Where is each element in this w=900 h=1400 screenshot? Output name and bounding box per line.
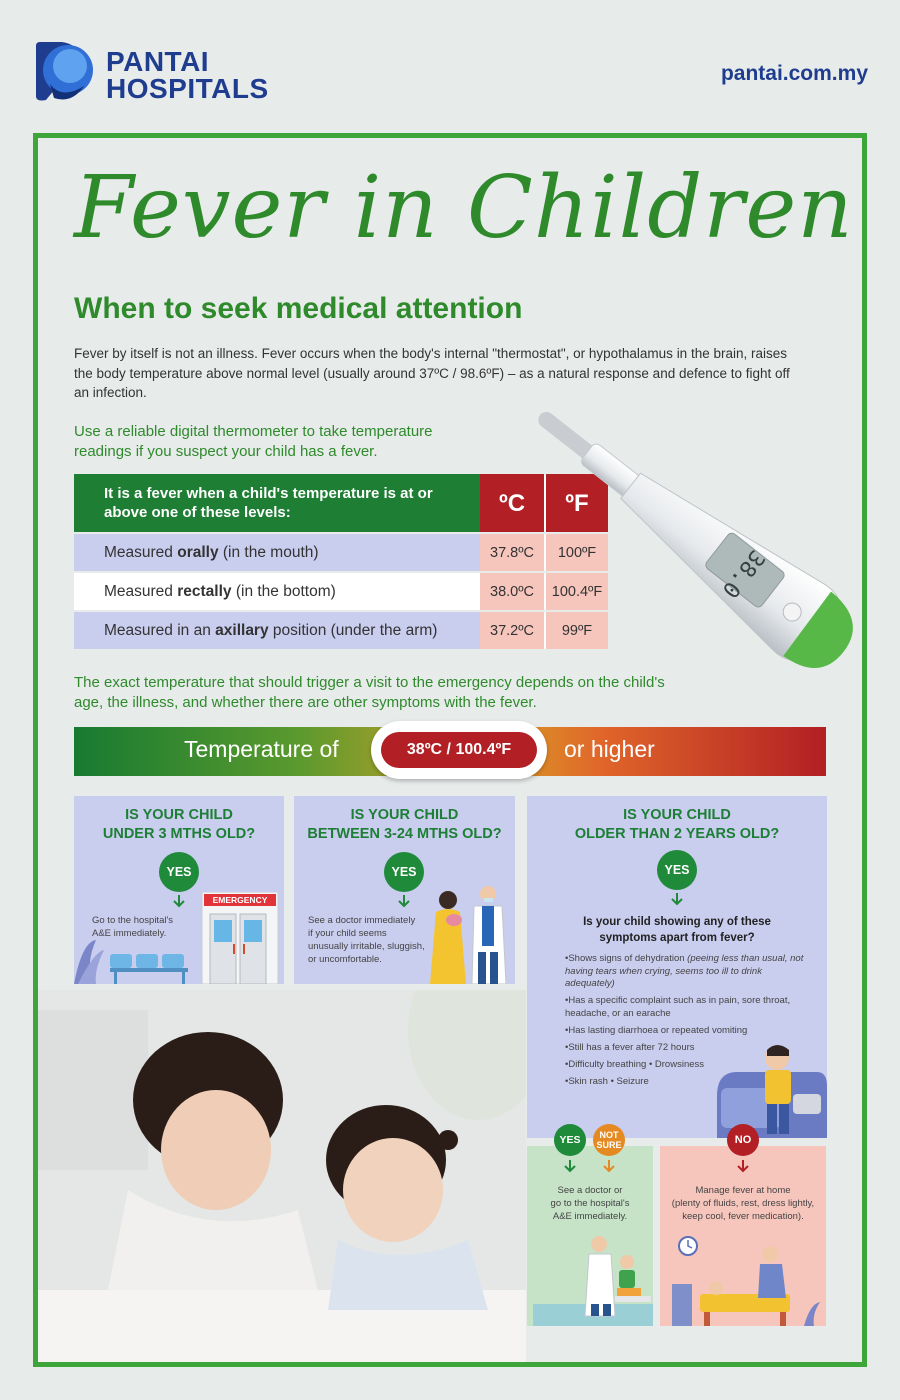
card-yes-not-sure (527, 1130, 653, 1326)
temperature-pill (371, 721, 547, 779)
mother-child-photo (38, 990, 526, 1362)
table-row-label: Measured rectally (in the bottom) (74, 573, 480, 610)
arrow-down-icon (563, 1159, 577, 1173)
yes-badge: YES (657, 850, 697, 890)
table-cell-celsius: 37.8ºC (480, 534, 544, 571)
emergency-sign-text: EMERGENCY (212, 895, 268, 905)
table-cell-fahrenheit: 100.4ºF (544, 573, 608, 610)
card-instruction: See a doctor immediately if your child seems unusually irritable, sluggish, or uncomfortable. (308, 915, 425, 965)
list-item: • Has a specific complaint such as in pain, sore throat, headache, or an earache (565, 995, 805, 1020)
symptoms-question: Is your child showing any of these symptoms apart from fever? (583, 916, 771, 944)
table-cell-celsius: 37.2ºC (480, 612, 544, 649)
website-url-link[interactable]: pantai.com.my (720, 62, 868, 85)
banner-right-text: or higher (564, 736, 655, 762)
table-header-celsius: ºC (480, 474, 544, 532)
thermometer-display-reading: 38.0 (716, 544, 770, 603)
intro-paragraph: Fever by itself is not an illness. Fever occurs when the body's internal "thermostat", or hypothalamus in the brain, raises the body temperature above normal level (usually around 37ºC / 98.6ºF) – as a natural response and defence to fight off an infection. (74, 346, 790, 400)
card-3-to-24-months (294, 796, 515, 984)
list-item: • Still has a fever after 72 hours (565, 1042, 805, 1055)
table-row-label: Measured orally (in the mouth) (74, 534, 480, 571)
card-question: IS YOUR CHILD BETWEEN 3-24 MTHS OLD? (307, 807, 502, 842)
list-item: • Has lasting diarrhoea or repeated vomiting (565, 1025, 805, 1038)
arrow-down-icon (602, 1159, 616, 1173)
table-header-label: It is a fever when a child's temperature is at or above one of these levels: (74, 474, 480, 532)
yes-badge: YES (159, 852, 199, 892)
yes-badge: YES (554, 1124, 586, 1156)
list-item: • Difficulty breathing • Drowsiness (565, 1059, 805, 1072)
emergency-room-icon (74, 892, 284, 984)
card-under-3-months (74, 796, 284, 984)
yes-badge: YES (384, 852, 424, 892)
card-question: IS YOUR CHILD UNDER 3 MTHS OLD? (102, 807, 256, 842)
arrow-down-icon (397, 894, 411, 908)
list-item: • Skin rash • Seizure (565, 1076, 805, 1089)
page-title: Fever in Children (74, 158, 854, 258)
page-subtitle: When to seek medical attention (74, 292, 523, 325)
arrow-down-icon (736, 1159, 750, 1173)
mother-child-illustration (38, 990, 526, 1362)
header (0, 0, 900, 130)
card-question: IS YOUR CHILD OLDER THAN 2 YEARS OLD? (574, 807, 780, 842)
arrow-down-icon (670, 892, 684, 906)
card-instruction: See a doctor or go to the hospital's A&E immediately. (550, 1185, 630, 1222)
thermometer-note: Use a reliable digital thermometer to take temperature readings if you suspect your child has a fever. (74, 423, 433, 460)
sick-child-on-sofa-icon (717, 1036, 827, 1138)
table-cell-fahrenheit: 100ºF (544, 534, 608, 571)
card-no (660, 1134, 826, 1326)
table-cell-celsius: 38.0ºC (480, 573, 544, 610)
trigger-note: The exact temperature that should trigger a visit to the emergency depends on the child's age, the illness, and whether there are other symptoms with the fever. (74, 674, 665, 711)
no-badge: NO (727, 1124, 759, 1156)
table-row-label: Measured in an axillary position (under the arm) (74, 612, 480, 649)
card-instruction: Go to the hospital's A&E immediately. (92, 915, 174, 939)
card-instruction: Manage fever at home (plenty of fluids, rest, dress lightly, keep cool, fever medication). (671, 1185, 815, 1222)
doctor-examining-child-icon (533, 1234, 653, 1326)
table-cell-fahrenheit: 99ºF (544, 612, 608, 649)
table-header-fahrenheit: ºF (544, 474, 608, 532)
pantai-logo-icon (32, 40, 94, 106)
not-sure-badge: NOT SURE (593, 1124, 625, 1156)
pantai-logo-text (106, 48, 269, 102)
logo-line1: PANTAI (106, 46, 210, 77)
home-care-icon (660, 1234, 826, 1326)
card-older-than-2-years (527, 796, 827, 1138)
logo-line2: HOSPITALS (106, 73, 269, 104)
temperature-threshold-banner (74, 727, 826, 776)
temperature-pill-text: 38ºC / 100.4ºF (381, 732, 537, 768)
doctor-and-mother-icon (426, 882, 515, 984)
list-item: • Shows signs of dehydration (peeing less than usual, not having tears when crying, seems too ill to drink adequately) (565, 953, 805, 991)
banner-left-text: Temperature of (184, 736, 339, 762)
